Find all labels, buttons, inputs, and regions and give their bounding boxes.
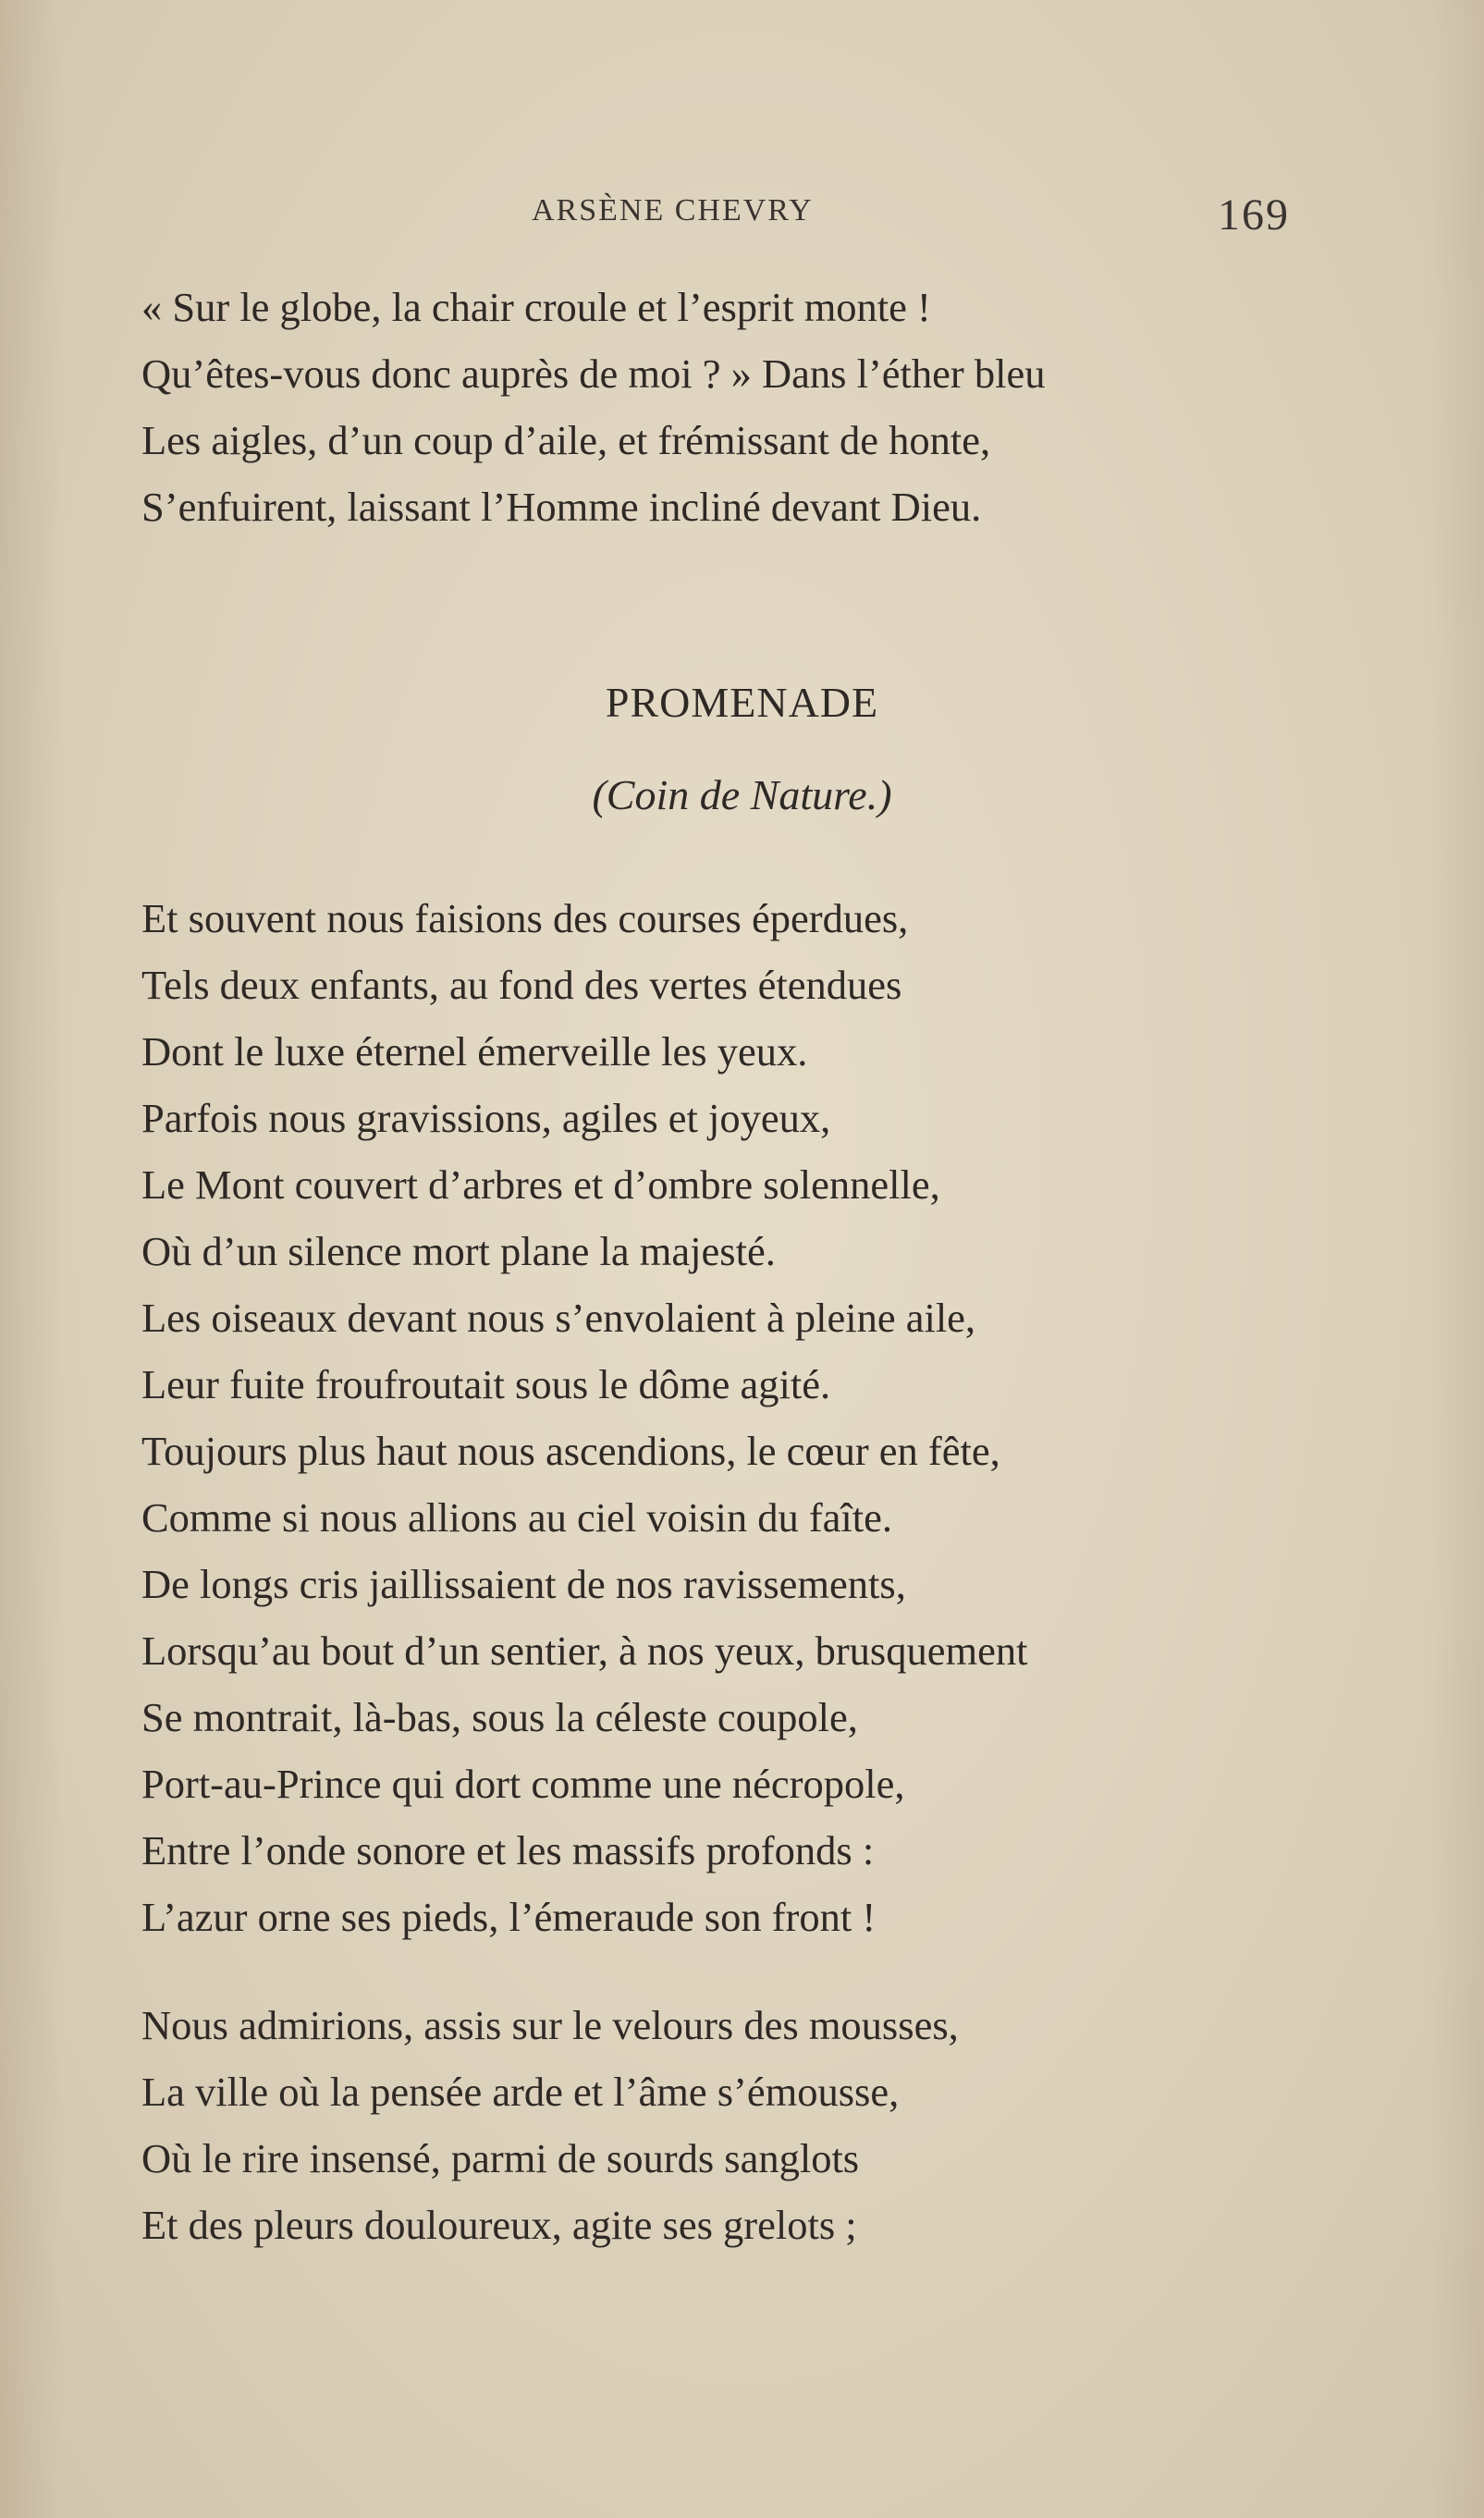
verse-line: Parfois nous gravissions, agiles et joyeux, <box>141 1095 831 1141</box>
poem-title: PROMENADE <box>605 679 879 726</box>
poem-subtitle: (Coin de Nature.) <box>592 771 892 818</box>
verse-line: Où le rire insensé, parmi de sourds sanglots <box>141 2135 860 2181</box>
verse-line: Et souvent nous faisions des courses éperdues, <box>141 895 909 941</box>
verse-line: Et des pleurs douloureux, agite ses grelots ; <box>141 2202 857 2248</box>
preceding-poem-ending <box>141 274 1343 540</box>
verse-line: De longs cris jaillissaient de nos ravissements, <box>141 1561 906 1607</box>
verse-line: « Sur le globe, la chair croule et l’esprit monte ! <box>141 284 931 330</box>
verse-line: S’enfuirent, laissant l’Homme incliné devant Dieu. <box>141 484 982 530</box>
poem-stanza <box>141 885 1343 1950</box>
verse-line: Port-au-Prince qui dort comme une nécropole, <box>141 1761 905 1807</box>
page-number: 169 <box>1218 190 1290 240</box>
verse-line: La ville où la pensée arde et l’âme s’émousse, <box>141 2069 900 2115</box>
running-head: ARSÈNE CHEVRY <box>532 193 814 227</box>
verse-line: Qu’êtes-vous donc auprès de moi ? » Dans l’éther bleu <box>141 350 1046 397</box>
verse-line: Comme si nous allions au ciel voisin du faîte. <box>141 1494 893 1541</box>
poem-stanza <box>141 1992 1343 2258</box>
page-header <box>0 190 1484 240</box>
verse-line: Lorsqu’au bout d’un sentier, à nos yeux, brusquement <box>141 1627 1028 1674</box>
verse-line: Leur fuite froufroutait sous le dôme agité. <box>141 1361 831 1407</box>
verse-line: Entre l’onde sonore et les massifs profonds : <box>141 1827 875 1873</box>
verse-line: Tels deux enfants, au fond des vertes étendues <box>141 962 902 1008</box>
verse-line: Se montrait, là-bas, sous la céleste coupole, <box>141 1694 858 1740</box>
verse-line: Les aigles, d’un coup d’aile, et frémissant de honte, <box>141 417 991 463</box>
verse-line: Le Mont couvert d’arbres et d’ombre solennelle, <box>141 1161 940 1208</box>
verse-line: Toujours plus haut nous ascendions, le cœur en fête, <box>141 1428 1000 1474</box>
verse-line: Où d’un silence mort plane la majesté. <box>141 1228 776 1274</box>
verse-line: Nous admirions, assis sur le velours des mousses, <box>141 2002 959 2048</box>
verse-line: Dont le luxe éternel émerveille les yeux. <box>141 1028 808 1075</box>
verse-line: L’azur orne ses pieds, l’émeraude son front ! <box>141 1894 877 1940</box>
verse-line: Les oiseaux devant nous s’envolaient à pleine aile, <box>141 1295 976 1341</box>
